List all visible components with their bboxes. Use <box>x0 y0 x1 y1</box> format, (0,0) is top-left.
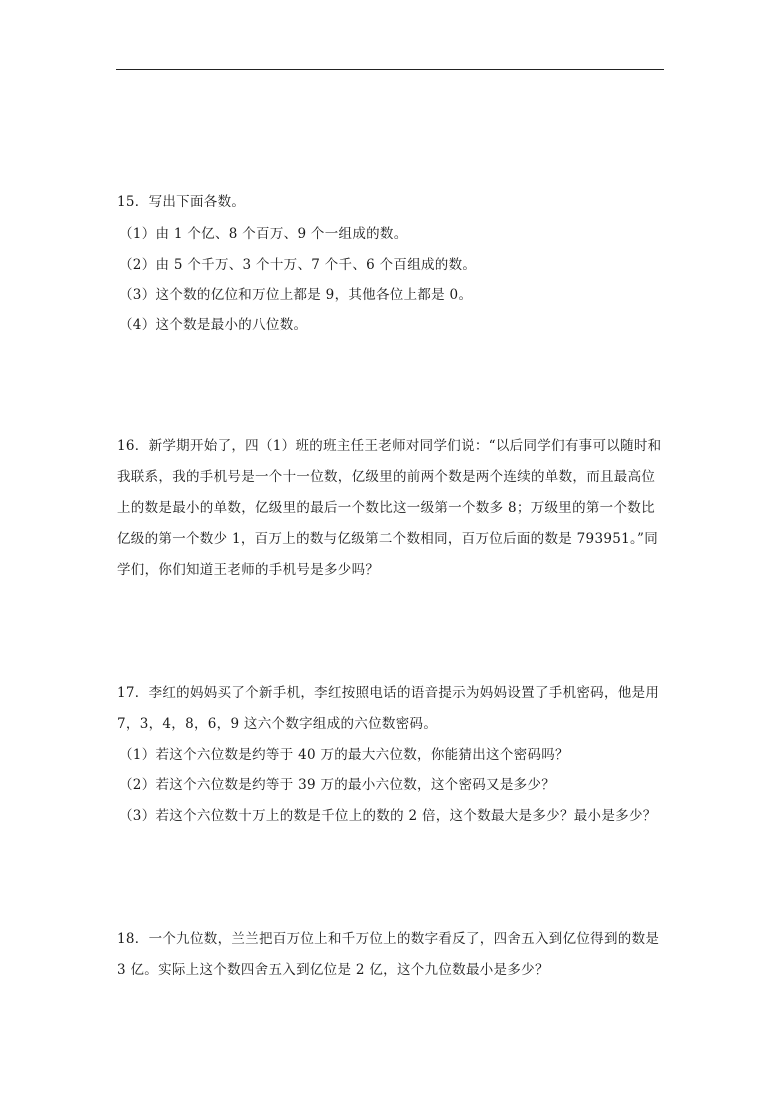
q15-sub-3: （3）这个数的亿位和万位上都是 9，其他各位上都是 0。 <box>119 287 473 303</box>
q18-stem-line-2: 3 亿。实际上这个数四舍五入到亿位是 2 亿，这个九位数最小是多少？ <box>117 962 549 978</box>
q15-sub-1: （1）由 1 个亿、8 个百万、9 个一组成的数。 <box>119 226 408 242</box>
q15-stem: 15．写出下面各数。 <box>117 194 246 210</box>
q17-stem-line-2: 7，3，4，8，6，9 这六个数字组成的六位数密码。 <box>117 716 438 732</box>
q15-sub-2: （2）由 5 个千万、3 个十万、7 个千、6 个百组成的数。 <box>119 257 477 273</box>
q17-sub-2: （2）若这个六位数是约等于 39 万的最小六位数，这个密码又是多少？ <box>119 777 556 793</box>
q16-stem-line-4: 亿级的第一个数少 1，百万上的数与亿级第二个数相同，百万位后面的数是 793951。”同 <box>117 531 659 547</box>
q17-stem-line-1: 17．李红的妈妈买了个新手机，李红按照电话的语音提示为妈妈设置了手机密码，他是用 <box>117 685 660 701</box>
q16-stem-line-3: 上的数是最小的单数，亿级里的最后一个数比这一级第一个数多 8；万级里的第一个数比 <box>117 500 655 516</box>
header-rule <box>116 69 664 70</box>
q15-sub-4: （4）这个数是最小的八位数。 <box>119 317 308 333</box>
q18-stem-line-1: 18．一个九位数，兰兰把百万位上和千万位上的数字看反了，四舍五入到亿位得到的数是 <box>117 931 660 947</box>
q17-sub-1: （1）若这个六位数是约等于 40 万的最大六位数，你能猜出这个密码吗？ <box>119 747 569 763</box>
q16-stem-line-1: 16．新学期开始了，四（1）班的班主任王老师对同学们说：“以后同学们有事可以随时和 <box>117 438 662 454</box>
q16-stem-line-2: 我联系，我的手机号是一个十一位数，亿级里的前两个数是两个连续的单数，而且最高位 <box>117 469 656 485</box>
q16-stem-line-5: 学们，你们知道王老师的手机号是多少吗？ <box>117 562 380 578</box>
q17-sub-3: （3）若这个六位数十万上的数是千位上的数的 2 倍，这个数最大是多少？最小是多少？ <box>119 808 657 824</box>
